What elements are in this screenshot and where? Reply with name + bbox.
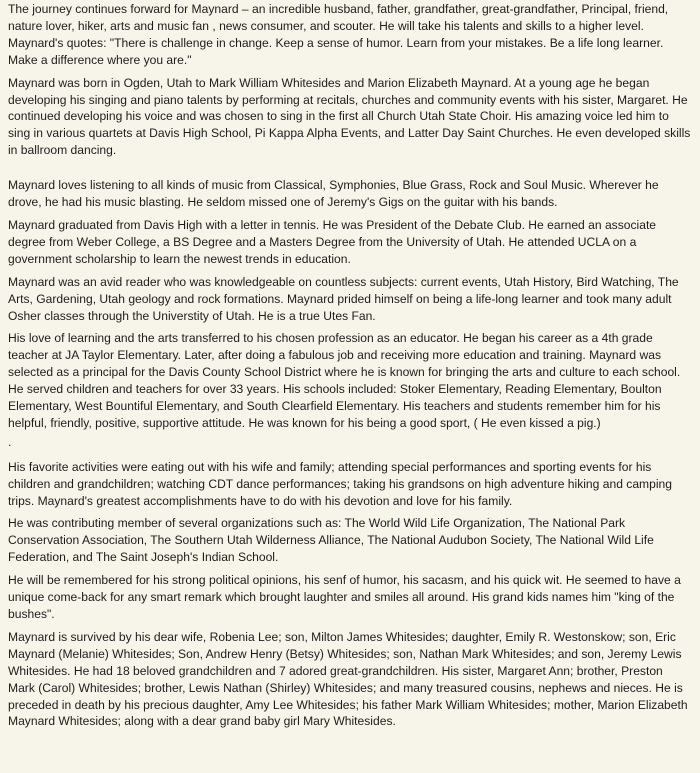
paragraph-music: Maynard loves listening to all kinds of music from Classical, Symphonies, Blue Grass, Rock and Soul Music. Wherever he drove, he had his music blasting. He seldom missed one of Jeremy's Gigs on the guitar with his bands. (8, 178, 659, 210)
paragraph-intro: The journey continues forward for Maynard – an incredible husband, father, grandfather, great-grandfather, Principal, friend, nature lover, hiker, arts and music fan , news consumer, and scouter. He will take his talents and skills to a higher level. Maynard's quotes: "There is challenge in change. Keep a sense of humor. Learn from your mistakes. Be a life long learner. Make a difference where you are." (8, 2, 669, 67)
paragraph-survived-by: Maynard is survived by his dear wife, Robenia Lee; son, Milton James Whitesides; daughter, Emily R. Westonskow; son, Eric Maynard (Melanie) Whitesides; Son, Andrew Henry (Betsy) Whitesides; son, Nathan Mark Whitesides; and son, Jeremy Lewis Whitesides. He had 18 beloved grandchildren and 7 adored great-grandchildren. His sister, Margaret Ann; brother, Preston Mark (Carol) Whitesides; brother, Lewis Nathan (Shirley) Whitesides; and many treasured cousins, nephews and nieces. He is preceded in death by his precious daughter, Amy Lee Whitesides; his father Mark William Whitesides; mother, Marion Elizabeth Maynard Whitesides; along with a dear grand baby girl Mary Whitesides. (8, 629, 688, 729)
paragraph-career: His love of learning and the arts transferred to his chosen profession as an educator. He began his career as a 4th grade teacher at JA Taylor Elementary. Later, after doing a fabulous job and receiving more education and training. Maynard was selected as a principal for the Davis County School District where he is known for bringing the arts and culture to each school. He served children and teachers for over 33 years. His schools included: Stoker Elementary, Reading Elementary, Boulton Elementary, West Bountiful Elementary, and South Clearfield Elementary. His teachers and students remember him for his helpful, friendly, positive, supportive attitude. He was known for his being a good sport, ( He even kissed a pig.) (8, 331, 681, 430)
paragraph-organizations: He was contributing member of several organizations such as: The World Wild Life Organization, The National Park Conservation Association, The Southern Utah Wilderness Alliance, The National Audubon Society, The National Wild Life Federation, and The Saint Joseph's Indian School. (8, 516, 654, 565)
paragraph-remembered: He will be remembered for his strong political opinions, his senf of humor, his sacasm, and his quick wit. He seemed to have a unique come-back for any smart remark which brought laughter and smiles all around. His grand kids names him "king of the bushes". (8, 573, 681, 621)
paragraph-stray-period: . (8, 434, 12, 449)
paragraph-reader: Maynard was an avid reader who was knowledgeable on countless subjects: current events, Utah History, Bird Watching, The Arts, Gardening, Utah geology and rock formations. Maynard prided himself on being a life-long learner and took many adult Osher classes through the Universtity of Utah. He is a true Utes Fan. (8, 274, 679, 323)
paragraph-early-life: Maynard was born in Ogden, Utah to Mark William Whitesides and Marion Elizabeth Maynard. At a young age he began developing his singing and piano talents by performing at recitals, churches and community events with his sister, Margaret. He continued developing his voice and was chosen to sing in the first all Church Utah State Choir. His amazing voice led him to sing in various quartets at Davis High School, Pi Kappa Alpha Events, and Latter Day Saint Churches. He even developed skills in ballroom dancing. (8, 75, 691, 158)
paragraph-education: Maynard graduated from Davis High with a letter in tennis. He was President of the Debate Club. He earned an associate degree from Weber College, a BS Degree and a Masters Degree from the University of Utah. He attended UCLA on a government scholarship to learn the newest trends in education. (8, 217, 657, 266)
paragraph-activities: His favorite activities were eating out with his wife and family; attending special performances and sporting events for his children and grandchildren; watching CDT dance performances; taking his grandsons on high adventure hiking and camping trips. Maynard's greatest accomplishments have to do with his devotion and love for his family. (8, 459, 672, 508)
